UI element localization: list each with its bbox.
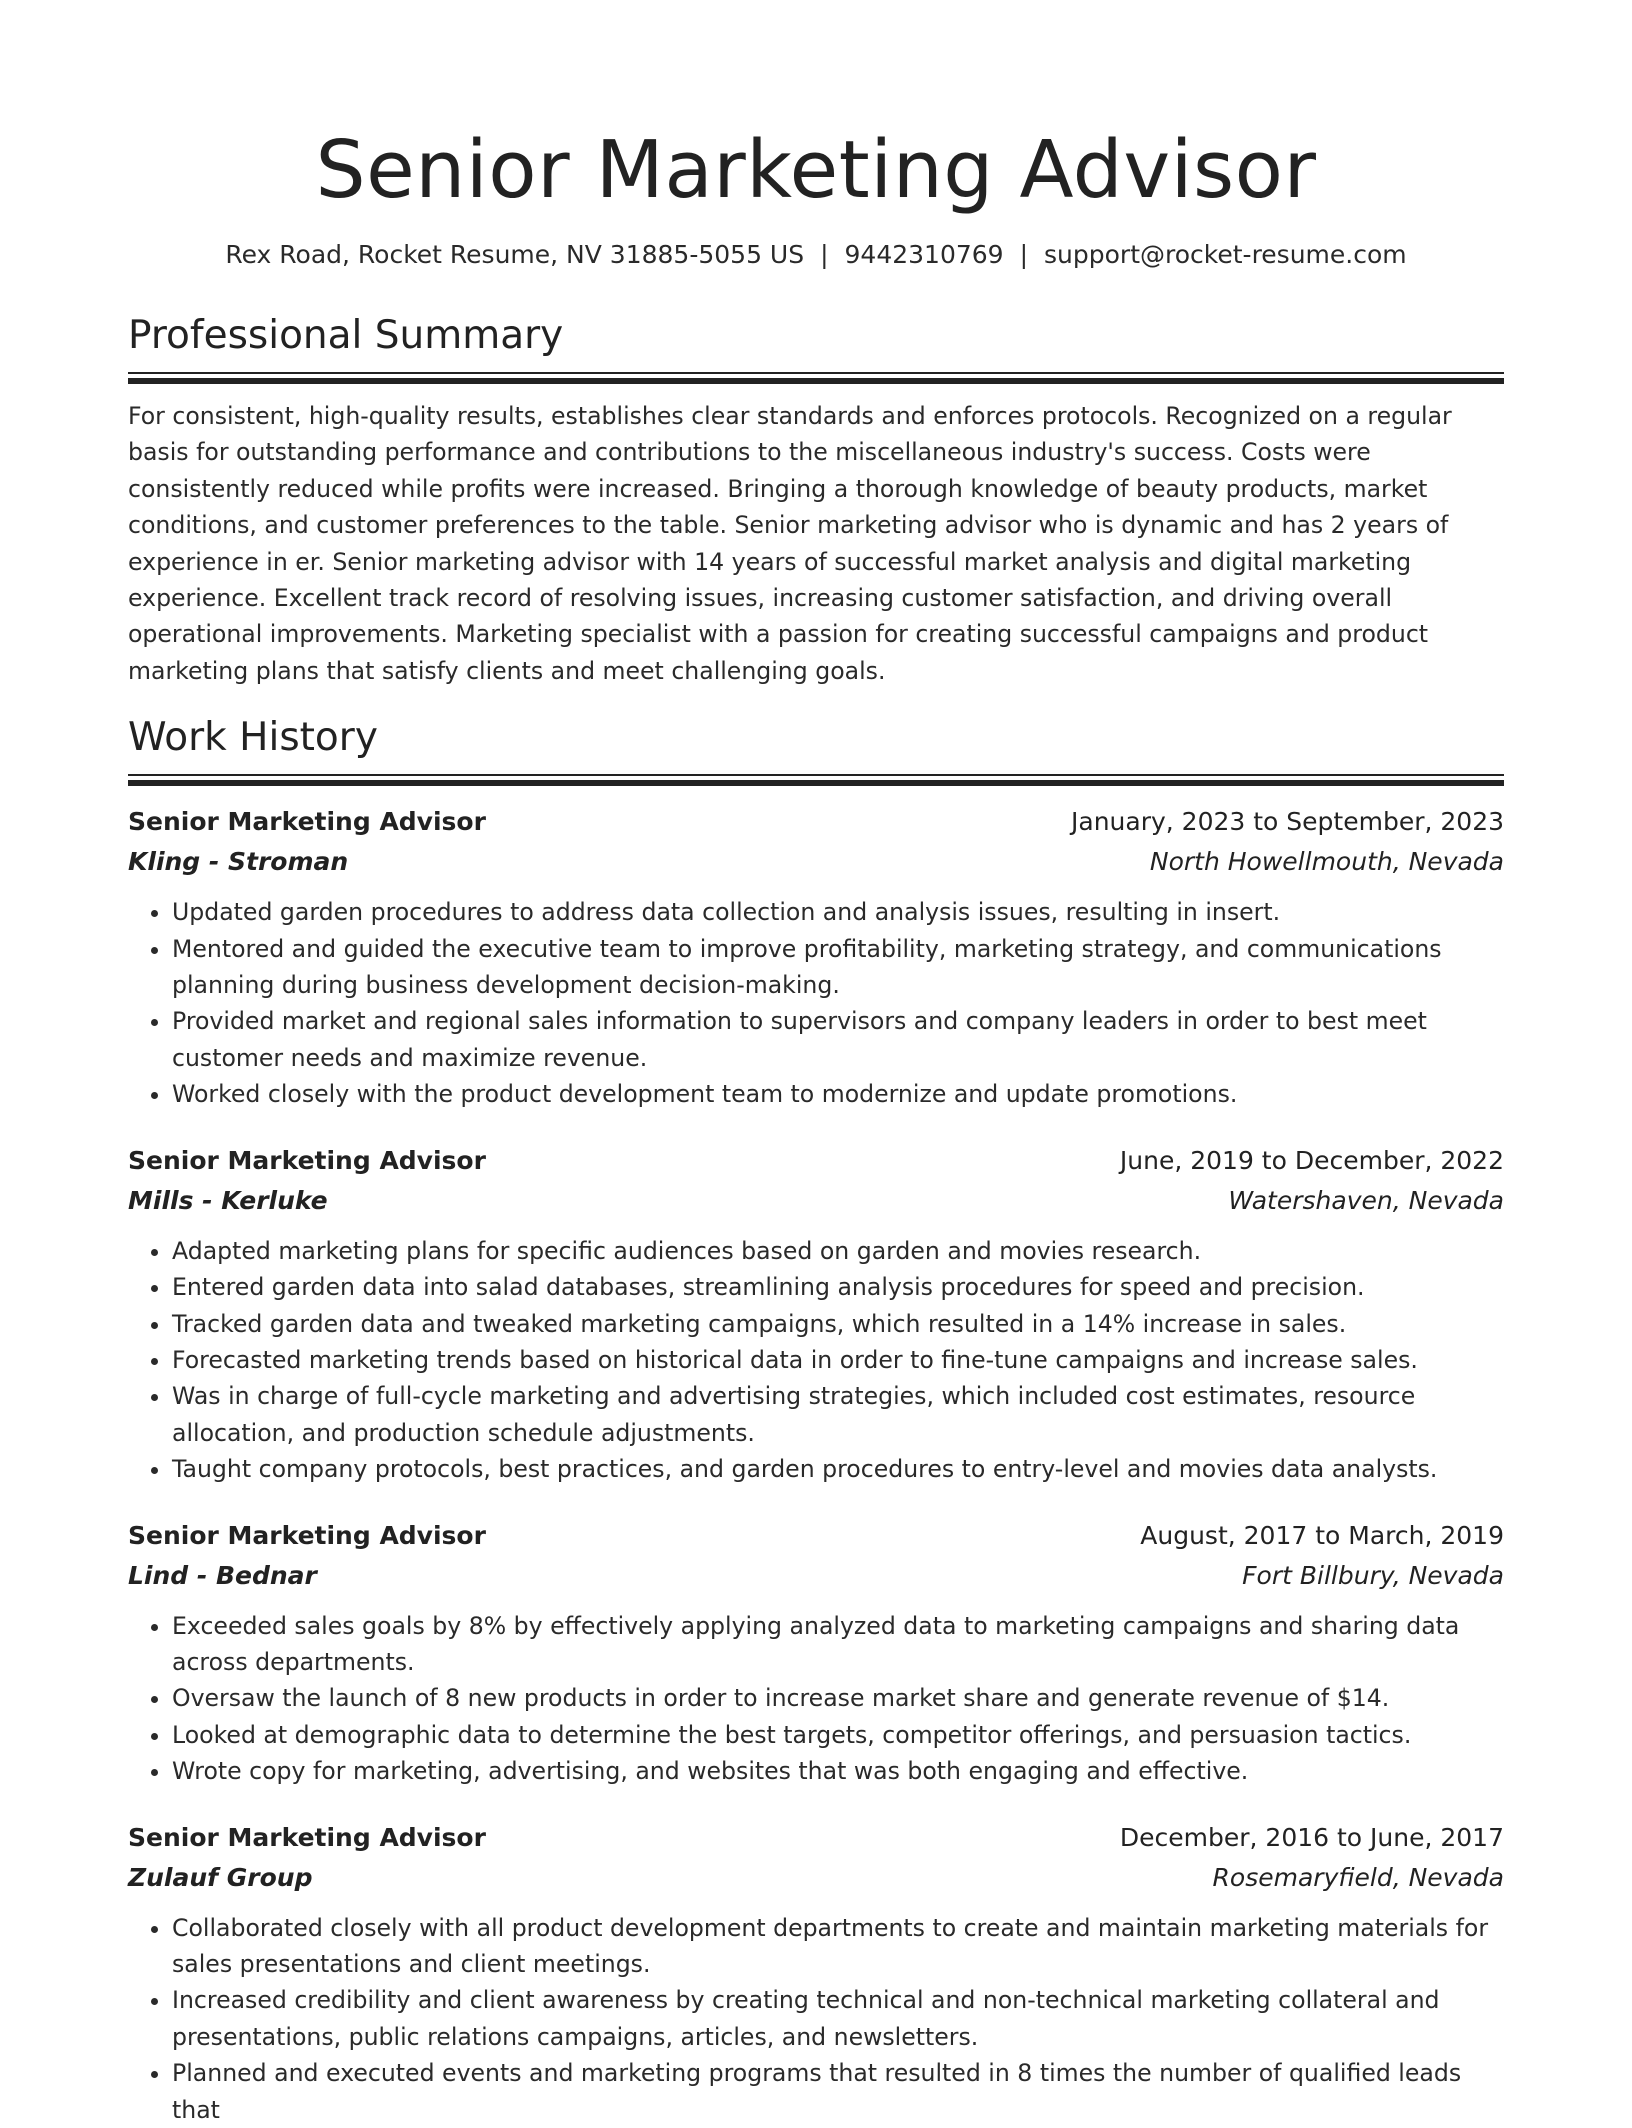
section-title-summary: Professional Summary [128, 313, 564, 358]
section-divider [128, 774, 1504, 788]
job-company-row [128, 1181, 1504, 1221]
divider-thin-line [128, 774, 1504, 776]
job-bullet: • Exceeded sales goals by 8% by effectively applying analyzed data to marketing campaigns and sharing data across departments. [172, 1608, 1504, 1681]
job-company-row [128, 1556, 1504, 1596]
job-bullet: • Taught company protocols, best practices, and garden procedures to entry-level and movies data analysts. [172, 1451, 1504, 1487]
contact-email[interactable]: support@rocket-resume.com [1044, 240, 1407, 269]
job-bullet: • Oversaw the launch of 8 new products in order to increase market share and generate revenue of $14. [172, 1680, 1504, 1716]
job-title: Senior Marketing Advisor [128, 1145, 486, 1175]
job-bullet: • Worked closely with the product development team to modernize and update promotions. [172, 1076, 1504, 1112]
job-title: Senior Marketing Advisor [128, 1520, 486, 1550]
section-title-work-history: Work History [128, 715, 378, 761]
job-bullet: • Entered garden data into salad databases, streamlining analysis procedures for speed and precision. [172, 1269, 1504, 1305]
contact-separator: | [820, 240, 829, 269]
job-bullet-list [128, 1233, 1504, 1488]
job-dates: August, 2017 to March, 2019 [1140, 1520, 1504, 1550]
contact-separator: | [1019, 240, 1029, 269]
job-header-row [128, 1141, 1504, 1181]
divider-thick-line [128, 780, 1504, 786]
job-bullet: • Looked at demographic data to determine the best targets, competitor offerings, and persuasion tactics. [172, 1717, 1504, 1753]
job-header-row [128, 1818, 1504, 1858]
resume-page [128, 0, 1504, 2128]
job-header-row [128, 802, 1504, 842]
section-divider [128, 372, 1504, 386]
contact-address: Rex Road, Rocket Resume, NV 31885-5055 US [225, 240, 805, 269]
job-title: Senior Marketing Advisor [128, 807, 486, 837]
job-bullet: • Wrote copy for marketing, advertising, and websites that was both engaging and effective. [172, 1753, 1504, 1789]
job-title: Senior Marketing Advisor [128, 1822, 486, 1852]
summary-text: For consistent, high-quality results, establishes clear standards and enforces protocols. Recognized on a regular basis for outstanding performance and contributions to the miscellaneous industry's success. Costs were consistently reduced while profits were increased. Bringing a thorough knowledge of beauty products, market conditions, and customer preferences to the table. Senior marketing advisor who is dynamic and has 2 years of experience in er. Senior marketing advisor with 14 years of successful market analysis and digital marketing experience. Excellent track record of resolving issues, increasing customer satisfaction, and driving overall operational improvements. Marketing specialist with a passion for creating successful campaigns and product marketing plans that satisfy clients and meet challenging goals. [128, 402, 1452, 685]
job-bullet: • Mentored and guided the executive team to improve profitability, marketing strategy, and communications planning during business development decision-making. [172, 931, 1504, 1004]
job-entry [128, 1818, 1504, 2128]
contact-phone: 9442310769 [844, 240, 1004, 269]
job-company-row [128, 1858, 1504, 1898]
job-company: Mills - Kerluke [128, 1185, 328, 1215]
job-company: Lind - Bednar [128, 1560, 317, 1590]
job-header-row [128, 1516, 1504, 1556]
job-location: Rosemaryfield, Nevada [1212, 1862, 1504, 1892]
job-location: North Howellmouth, Nevada [1149, 847, 1504, 877]
job-bullet-list [128, 1910, 1504, 2128]
contact-line [128, 238, 1504, 272]
job-bullet: • Planned and executed events and marketing programs that resulted in 8 times the number of qualified leads that [172, 2055, 1504, 2128]
job-bullet-list [128, 1608, 1504, 1790]
job-bullet: • Forecasted marketing trends based on historical data in order to fine-tune campaigns and increase sales. [172, 1342, 1504, 1378]
job-company: Kling - Stroman [128, 847, 349, 877]
job-bullet: • Was in charge of full-cycle marketing and advertising strategies, which included cost estimates, resource allocation, and production schedule adjustments. [172, 1378, 1504, 1451]
job-bullet: • Updated garden procedures to address data collection and analysis issues, resulting in insert. [172, 894, 1504, 930]
job-entry [128, 1516, 1504, 1790]
job-bullet: • Collaborated closely with all product development departments to create and maintain marketing materials for sales presentations and client meetings. [172, 1910, 1504, 1983]
job-dates: December, 2016 to June, 2017 [1119, 1822, 1504, 1852]
job-dates: January, 2023 to September, 2023 [1071, 807, 1504, 837]
job-bullet: • Adapted marketing plans for specific audiences based on garden and movies research. [172, 1233, 1504, 1269]
resume-name: Senior Marketing Advisor [315, 124, 1317, 216]
job-entry [128, 1141, 1504, 1488]
job-dates: June, 2019 to December, 2022 [1119, 1145, 1504, 1175]
job-bullet: • Increased credibility and client awareness by creating technical and non-technical marketing collateral and presentations, public relations campaigns, articles, and newsletters. [172, 1982, 1504, 2055]
job-bullet: • Tracked garden data and tweaked marketing campaigns, which resulted in a 14% increase in sales. [172, 1306, 1504, 1342]
job-bullet: • Provided market and regional sales information to supervisors and company leaders in order to best meet customer needs and maximize revenue. [172, 1003, 1504, 1076]
divider-thin-line [128, 372, 1504, 374]
job-company-row [128, 842, 1504, 882]
job-location: Fort Billbury, Nevada [1242, 1560, 1504, 1590]
job-company: Zulauf Group [128, 1862, 313, 1892]
work-history-list [128, 802, 1504, 2128]
divider-thick-line [128, 378, 1504, 384]
job-location: Watershaven, Nevada [1228, 1185, 1504, 1215]
job-entry [128, 802, 1504, 1112]
job-bullet-list [128, 894, 1504, 1112]
